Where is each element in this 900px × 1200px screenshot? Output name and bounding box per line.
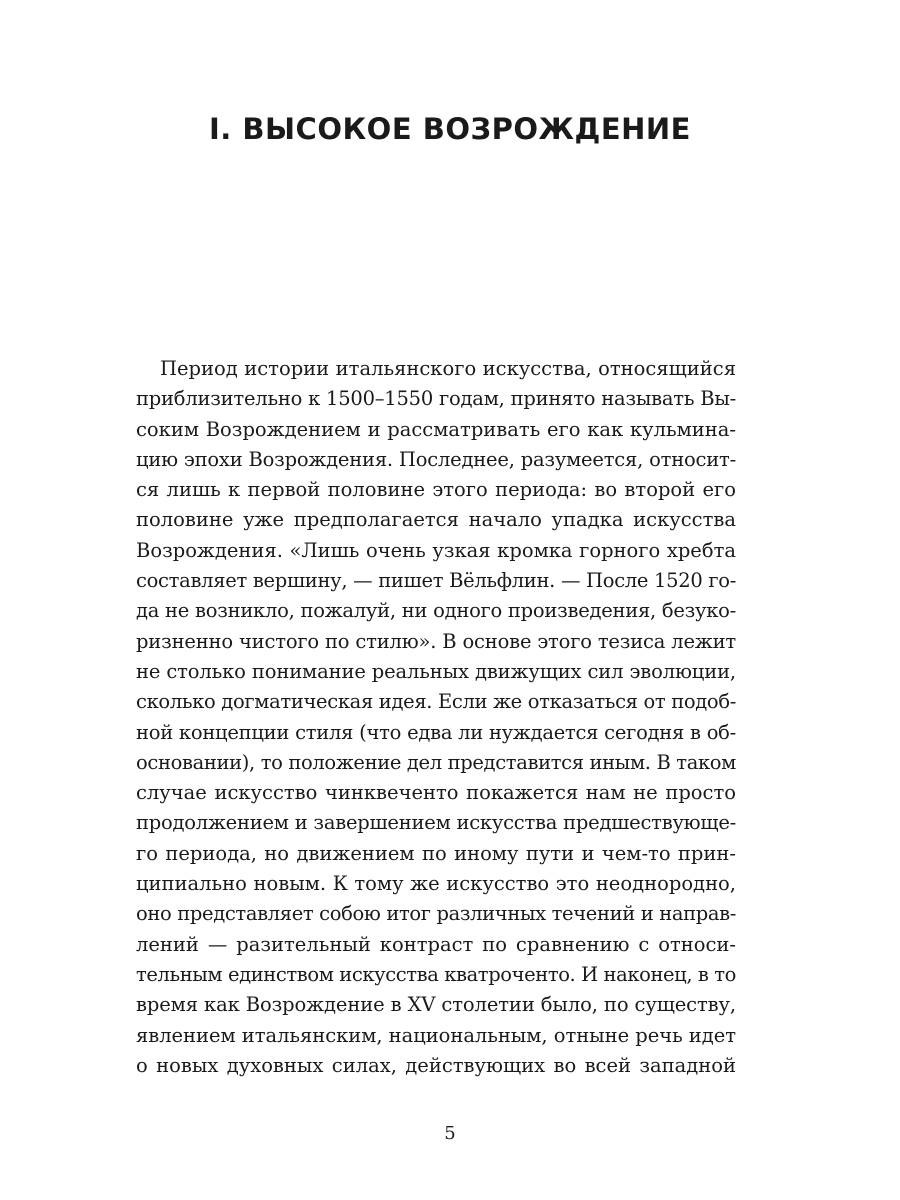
text-line: соким Возрождением и рассматривать его как кульмина- bbox=[136, 417, 736, 441]
text-line: ся лишь к первой половине этого периода: во второй его bbox=[136, 478, 736, 502]
text-line: время как Возрождение в XV столетии было, по существу, bbox=[136, 993, 736, 1017]
body-paragraph bbox=[136, 354, 736, 1081]
text-line: Период истории итальянского искусства, относящийся bbox=[160, 357, 736, 380]
text-line: приблизительно к 1500–1550 годам, принято называть Вы- bbox=[136, 387, 736, 411]
text-line: основании), то положение дел представится иным. В таком bbox=[136, 750, 736, 774]
text-line: составляет вершину, — пишет Вёльфлин. — После 1520 го- bbox=[136, 569, 736, 593]
text-line: случае искусство чинквеченто покажется нам не просто bbox=[136, 781, 736, 805]
text-line: продолжением и завершением искусства предшествующе- bbox=[136, 811, 736, 835]
text-line: лений — разительный контраст по сравнению с относи- bbox=[136, 932, 736, 956]
text-line: да не возникло, пожалуй, ни одного произведения, безуко- bbox=[136, 599, 736, 623]
text-line: ризненно чистого по стилю». В основе этого тезиса лежит bbox=[136, 629, 736, 653]
text-line: не столько понимание реальных движущих сил эволюции, bbox=[136, 659, 736, 683]
chapter-title: I. ВЫСОКОЕ ВОЗРОЖДЕНИЕ bbox=[208, 112, 691, 146]
text-line: оно представляет собою итог различных течений и направ- bbox=[136, 902, 736, 926]
text-line: ной концепции стиля (что едва ли нуждается сегодня в об- bbox=[136, 720, 736, 744]
text-line: о новых духовных силах, действующих во всей западной bbox=[136, 1053, 736, 1077]
text-line: го периода, но движением по иному пути и чем-то прин- bbox=[136, 841, 736, 865]
text-line: тельным единством искусства кватроченто. И наконец, в то bbox=[136, 962, 736, 986]
text-line: явлением итальянским, национальным, отныне речь идет bbox=[136, 1023, 736, 1047]
text-line: половине уже предполагается начало упадка искусства bbox=[136, 508, 736, 532]
page-number: 5 bbox=[444, 1123, 456, 1144]
text-line: сколько догматическая идея. Если же отказаться от подоб- bbox=[136, 690, 736, 714]
text-line: ципиально новым. К тому же искусство это неоднородно, bbox=[136, 872, 736, 896]
text-line: Возрождения. «Лишь очень узкая кромка горного хребта bbox=[136, 538, 736, 562]
text-line: цию эпохи Возрождения. Последнее, разумеется, относит- bbox=[136, 447, 736, 471]
